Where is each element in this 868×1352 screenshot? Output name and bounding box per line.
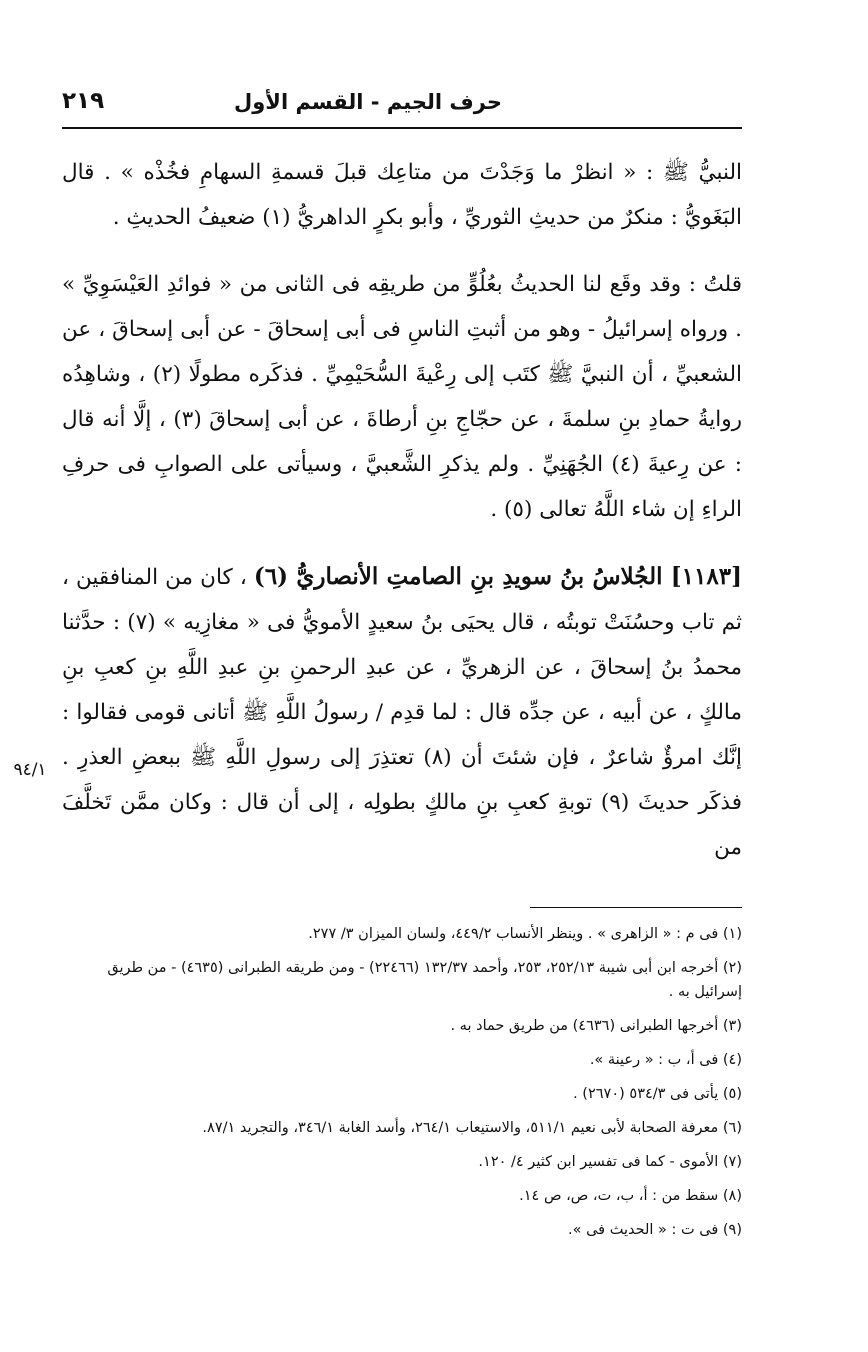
footnote-4: (٤) فى أ، ب : « رعينة ».: [589, 1052, 742, 1068]
footnote-9: (٩) فى ت : « الحديث فى ».: [567, 1222, 742, 1238]
entry-heading: [١١٨٣] الجُلاسُ بنُ سويدِ بنِ الصامتِ الأنصاريُّ (٦): [253, 563, 742, 590]
entry-text: ، كان من المنافقين ، ثم تاب وحسُنَتْ توبتُه ، قال يحيَى بنُ سعيدٍ الأمويُّ فى « مغازِيه » (٧) : حدَّثنا محمدُ بنُ إسحاقَ ، عن الزهريِّ ، عن عبدِ الرحمنِ بنِ عبدِ اللَّهِ بنِ كعبِ بنِ مالكٍ ، عن أبيه ، عن جدِّه قال : لما قدِم / رسولُ اللَّهِ ﷺ أتانى قومى فقالوا : إنَّك امرؤٌ شاعرٌ ، فإن شئتَ أن (٨) تعتذِرَ إلى رسولِ اللَّهِ ﷺ ببعضِ العذرِ . فذكَر حديثَ (٩) توبةِ كعبِ بنِ مالكٍ بطولِه ، إلى أن قال : وكان ممَّن تَخلَّفَ من: [62, 565, 742, 860]
footnote-6: (٦) معرفة الصحابة لأبى نعيم ٥١١/١، والاستيعاب ٢٦٤/١، وأسد الغابة ٣٤٦/١، والتجريد ٨٧/١.: [202, 1120, 742, 1136]
footnote-separator: [530, 907, 742, 908]
footnotes: [62, 922, 742, 1252]
main-text: [62, 150, 742, 870]
paragraph-1: النبيُّ ﷺ : « انظرْ ما وَجَدْتَ من متاعِك قبلَ قسمةِ السهامِ فخُذْه » . قال البَغَويُّ : منكرٌ من حديثِ الثوريِّ ، وأبو بكرٍ الداهريُّ (١) ضعيفُ الحديثِ .: [62, 160, 742, 230]
footnote-2: (٢) أخرجه ابن أبى شيبة ٢٥٢/١٣، ٢٥٣، وأحمد ١٣٢/٣٧ (٢٢٤٦٦) - ومن طريقه الطبرانى (٤٦٣٥) - من طريق إسرائيل به .: [107, 960, 742, 1000]
footnote-5: (٥) يأتى فى ٥٣٤/٣ (٢٦٧٠) .: [573, 1086, 742, 1102]
header-rule: [62, 127, 742, 129]
marginal-volume-page-note: ٩٤/١: [13, 760, 47, 780]
page-number: ٢١٩: [62, 88, 105, 114]
footnote-1: (١) فى م : « الزاهرى » . وينظر الأنساب ٤٤٩/٢، ولسان الميزان ٣/ ٢٧٧.: [308, 926, 742, 942]
footnote-7: (٧) الأموى - كما فى تفسير ابن كثير ٤/ ١٢٠.: [478, 1154, 742, 1170]
running-title: حرف الجيم - القسم الأول: [234, 90, 502, 114]
footnote-8: (٨) سقط من : أ، ب، ت، ص، ص ١٤.: [519, 1188, 742, 1204]
footnote-3: (٣) أخرجها الطبرانى (٤٦٣٦) من طريق حماد به .: [450, 1018, 742, 1034]
paragraph-2: قلتُ : وقد وقَع لنا الحديثُ بعُلُوٍّ من طريقِه فى الثانى من « فوائدِ العَيْسَوِيِّ » . ورواه إسرائيلُ - وهو من أثبتِ الناسِ فى أبى إسحاقَ - عن أبى إسحاقَ ، عن الشعبيِّ ، أن النبيَّ ﷺ كتَب إلى رِعْيةَ السُّحَيْمِيِّ . فذكَره مطولًا (٢) ، وشاهِدُه روايةُ حمادِ بنِ سلمةَ ، عن حجّاجِ بنِ أرطاةَ ، عن أبى إسحاقَ (٣) ، إلَّا أنه قال : عن رِعيةَ (٤) الجُهَنِيِّ . ولم يذكرِ الشَّعبيَّ ، وسيأتى على الصوابِ فى حرفِ الراءِ إن شاء اللَّهُ تعالى (٥) .: [62, 272, 742, 522]
running-header: [62, 84, 742, 124]
entry-paragraph: [62, 554, 742, 870]
